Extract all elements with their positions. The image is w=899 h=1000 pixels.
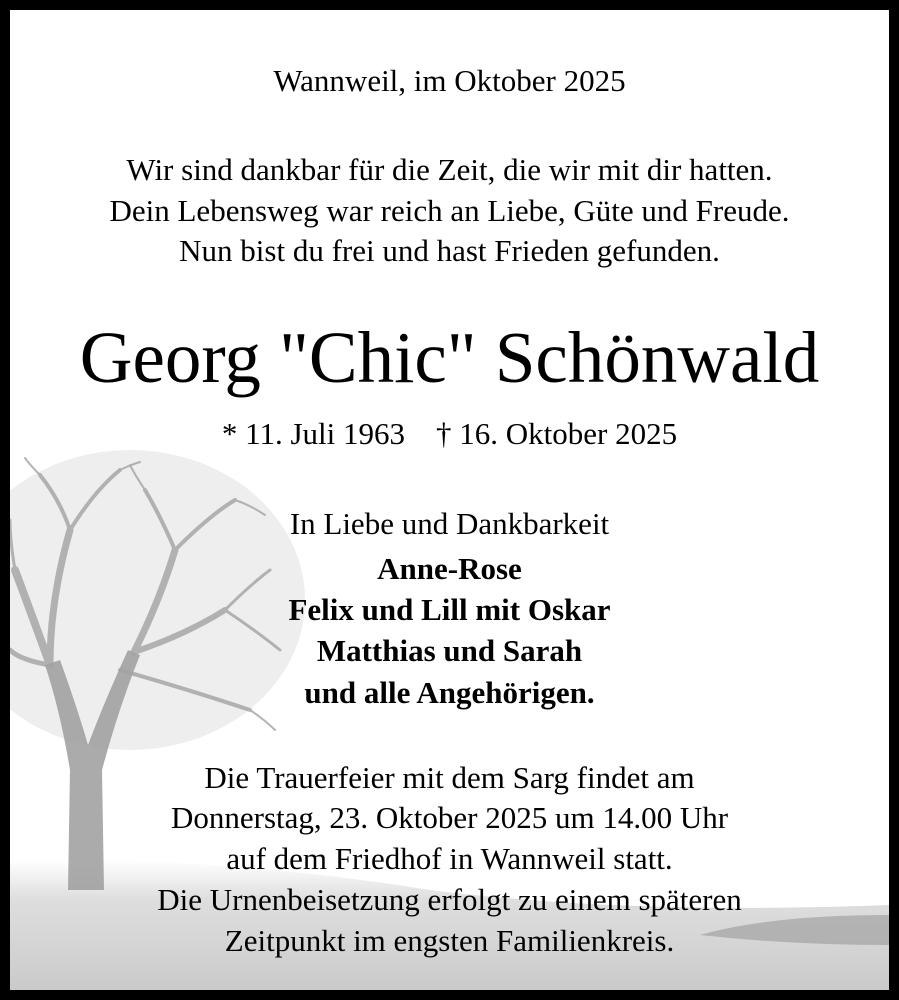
funeral-info-line: Die Trauerfeier mit dem Sarg findet am	[204, 760, 695, 795]
verse-line: Wir sind dankbar für die Zeit, die wir mit dir hatten.	[126, 152, 773, 187]
mourner-name: Anne-Rose	[377, 551, 522, 586]
verse-line: Nun bist du frei und hast Frieden gefunden.	[179, 233, 720, 268]
funeral-info-line: Die Urnenbeisetzung erfolgt zu einem späteren	[157, 882, 742, 917]
mourner-name: Matthias und Sarah	[316, 633, 583, 668]
mourner-name: und alle Angehörigen.	[304, 675, 595, 710]
funeral-info-line: auf dem Friedhof in Wannweil statt.	[226, 841, 673, 876]
deceased-name: Georg "Chic" Schönwald	[79, 317, 820, 398]
mourner-name: Felix und Lill mit Oskar	[288, 592, 611, 627]
place-and-date: Wannweil, im Oktober 2025	[273, 63, 626, 98]
mourners-intro: In Liebe und Dankbarkeit	[289, 506, 610, 541]
birth-date: * 11. Juli 1963	[221, 416, 406, 451]
funeral-info-line: Donnerstag, 23. Oktober 2025 um 14.00 Uhr	[170, 800, 729, 835]
verse-line: Dein Lebensweg war reich an Liebe, Güte und Freude.	[109, 193, 790, 228]
death-date: † 16. Oktober 2025	[436, 416, 678, 451]
life-dates	[10, 417, 889, 451]
funeral-info-line: Zeitpunkt im engsten Familienkreis.	[224, 923, 675, 958]
